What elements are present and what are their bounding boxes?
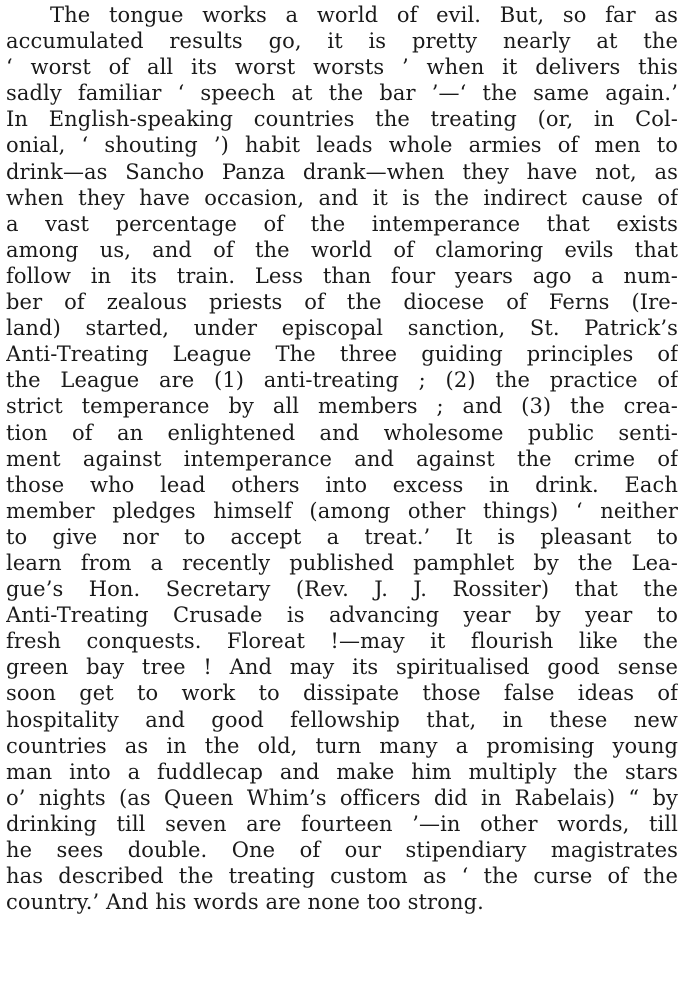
text-line: The tongue works a world of evil. But, so far as [50, 3, 678, 27]
text-line: a vast percentage of the intemperance that exists [6, 211, 678, 236]
text-line: countries as in the old, turn many a promising young [6, 733, 678, 758]
text-line: learn from a recently published pamphlet by the Lea- [6, 550, 678, 575]
text-line: o’ nights (as Queen Whim’s officers did in Rabelais) “ by [6, 785, 678, 810]
text-line: ‘ worst of all its worst worsts ’ when it delivers this [6, 55, 678, 80]
text-line: accumulated results go, it is pretty nearly at the [6, 29, 678, 54]
text-line: ment against intemperance and against the crime of [6, 446, 678, 471]
text-line: Anti-Treating League The three guiding principles of [6, 342, 678, 367]
text-line: onial, ‘ shouting ’) habit leads whole armies of men to [6, 133, 678, 158]
text-line: Anti-Treating Crusade is advancing year by year to [6, 603, 678, 628]
text-line: man into a fuddlecap and make him multiply the stars [6, 759, 678, 784]
text-line: he sees double. One of our stipendiary magistrates [6, 838, 678, 862]
text-line: follow in its train. Less than four years ago a num- [6, 263, 678, 288]
text-line: has described the treating custom as ‘ the curse of the [6, 864, 678, 889]
text-line: strict temperance by all members ; and (3) the crea- [6, 394, 678, 419]
text-line: among us, and of the world of clamoring evils that [6, 237, 678, 262]
text-line: ber of zealous priests of the diocese of Ferns (Ire- [6, 290, 678, 315]
text-line: land) started, under episcopal sanction, St. Patrick’s [6, 316, 678, 341]
text-line: country.’ And his words are none too strong. [6, 890, 484, 915]
text-line: to give nor to accept a treat.’ It is pleasant to [6, 524, 678, 549]
text-line: the League are (1) anti-treating ; (2) the practice of [6, 368, 678, 393]
text-line: green bay tree ! And may its spiritualised good sense [6, 655, 678, 680]
text-line: drinking till seven are fourteen ’—in other words, till [6, 811, 678, 836]
article-paragraph [6, 2, 678, 915]
text-line: fresh conquests. Floreat !—may it flourish like the [6, 629, 678, 654]
text-line: sadly familiar ‘ speech at the bar ’—‘ the same again.’ [6, 81, 678, 106]
text-line: drink—as Sancho Panza drank—when they have not, as [6, 159, 678, 184]
text-line: when they have occasion, and it is the indirect cause of [6, 185, 678, 210]
text-line: soon get to work to dissipate those false ideas of [6, 681, 678, 706]
text-line: gue’s Hon. Secretary (Rev. J. J. Rossiter) that the [6, 577, 678, 602]
text-line: those who lead others into excess in drink. Each [6, 472, 678, 497]
text-line: tion of an enlightened and wholesome public senti- [6, 420, 678, 445]
text-line: hospitality and good fellowship that, in these new [6, 707, 678, 732]
text-line: In English-speaking countries the treating (or, in Col- [6, 107, 678, 132]
text-line: member pledges himself (among other things) ‘ neither [6, 498, 678, 523]
